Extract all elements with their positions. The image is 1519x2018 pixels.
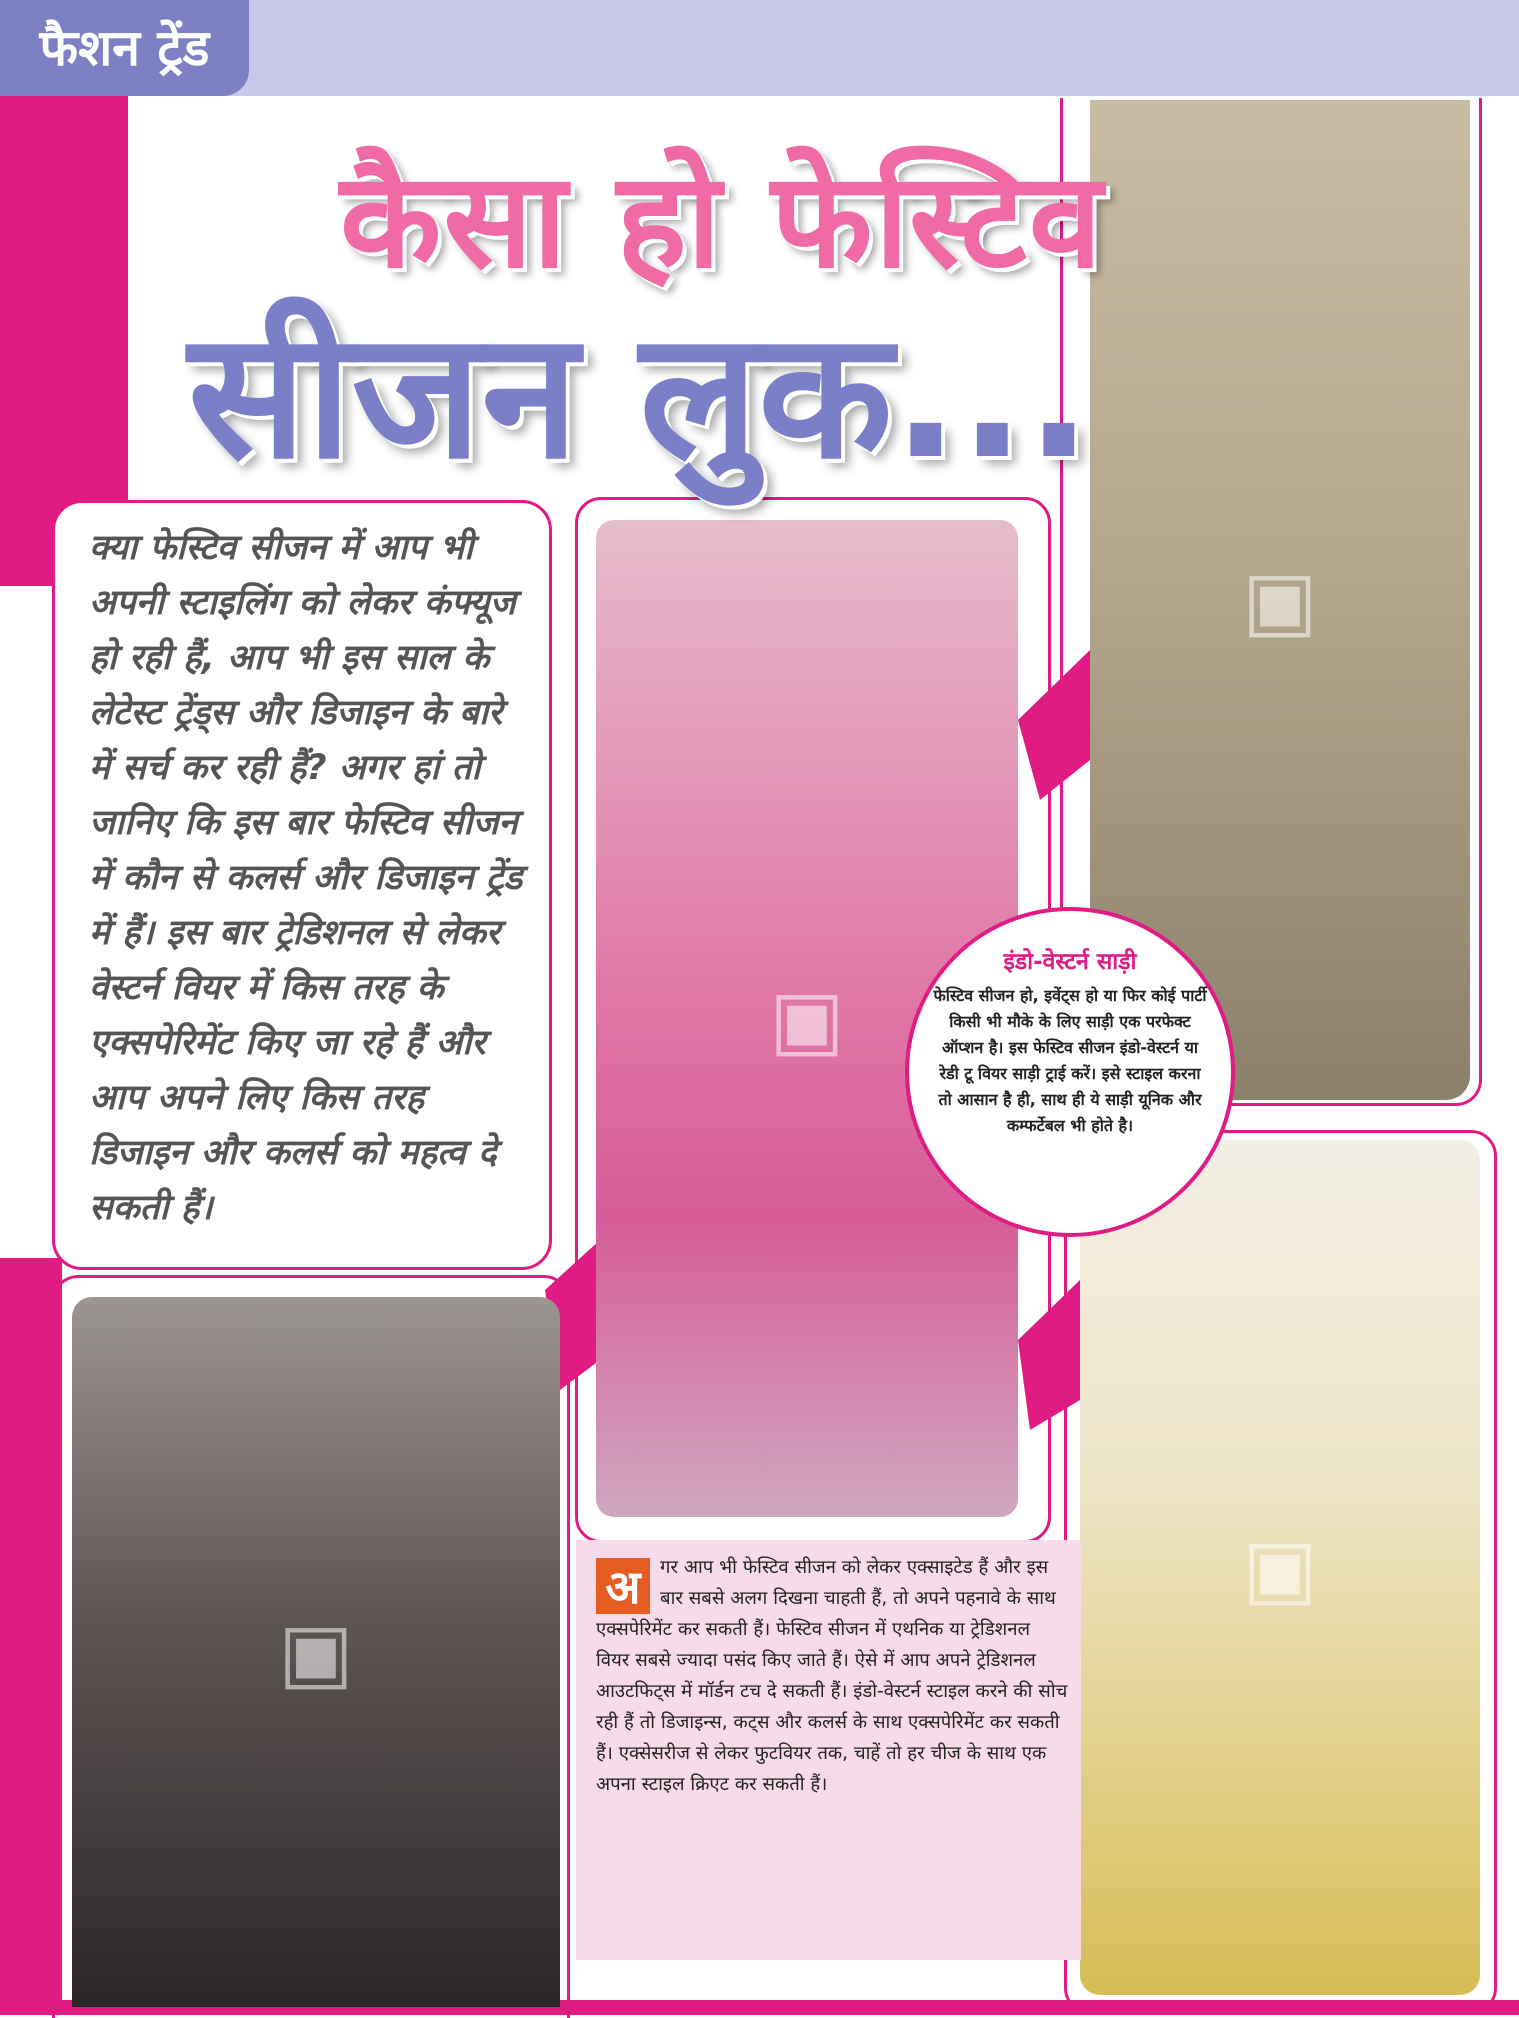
article-box: [576, 1540, 1081, 1960]
article-text: गर आप भी फेस्टिव सीजन को लेकर एक्साइटेड हैं और इस बार सबसे अलग दिखना चाहती हैं, तो अपने पहनावे के साथ एक्सपेरिमेंट कर सकती हैं। फेस्टिव सीजन में एथनिक या ट्रेडिशनल वियर सबसे ज्यादा पसंद किए जाते हैं। ऐसे में आप अपने ट्रेडिशनल आउटफिट्स में मॉर्डन टच दे सकती हैं। इंडो-वेस्टर्न स्टाइल करने की सोच रही हैं तो डिजाइन्स, कट्स और कलर्स के साथ एक्सपेरिमेंट कर सकती हैं। एक्सेसरीज से लेकर फुटवियर तक, चाहें तो हर चीज के साथ एक अपना स्टाइल क्रिएट कर सकती हैं।: [596, 1557, 1068, 1795]
intro-box: [52, 500, 552, 1270]
image-icon: ▣: [1242, 553, 1318, 647]
headline-line-2: सीजन लुक...: [188, 295, 1093, 498]
section-label: फैशन ट्रेंड: [0, 0, 249, 96]
callout-body: फेस्टिव सीजन हो, इवेंट्स हो या फिर कोई पार्टी किसी भी मौके के लिए साड़ी एक परफेक्ट ऑप्शन है। इस फेस्टिव सीजन इंडो-वेस्टर्न या रेडी टू वियर साड़ी ट्राई करें। इसे स्टाइल करना तो आसान है ही, साथ ही ये साड़ी यूनिक और कम्फर्टेबल भी होते है।: [933, 986, 1207, 1135]
photo-frame: [52, 1275, 570, 2018]
headline-line-1: कैसा हो फेस्टिव: [340, 144, 1105, 298]
image-icon: ▣: [769, 972, 845, 1065]
drop-cap: अ: [596, 1558, 650, 1614]
intro-text: क्या फेस्टिव सीजन में आप भी अपनी स्टाइलिंग को लेकर कंफ्यूज हो रही हैं, आप भी इस साल के लेटेस्ट ट्रेंड्स और डिजाइन के बारे में सर्च कर रही हैं? अगर हां तो जानिए कि इस बार फेस्टिव सीजन में कौन से कलर्स और डिजाइन ट्रेंड में हैं। इस बार ट्रेडिशनल से लेकर वेस्टर्न वियर में किस तरह के एक्सपेरिमेंट किए जा रहे हैं और आप अपने लिए किस तरह डिजाइन और कलर्स को महत्व दे सकती हैं।: [89, 528, 523, 1228]
callout-heading: इंडो-वेस्टर्न साड़ी: [1003, 949, 1137, 975]
image-icon: ▣: [1242, 1521, 1318, 1614]
image-icon: ▣: [278, 1605, 354, 1699]
photo-frame: [1064, 1130, 1497, 2014]
callout-circle: [905, 907, 1235, 1237]
